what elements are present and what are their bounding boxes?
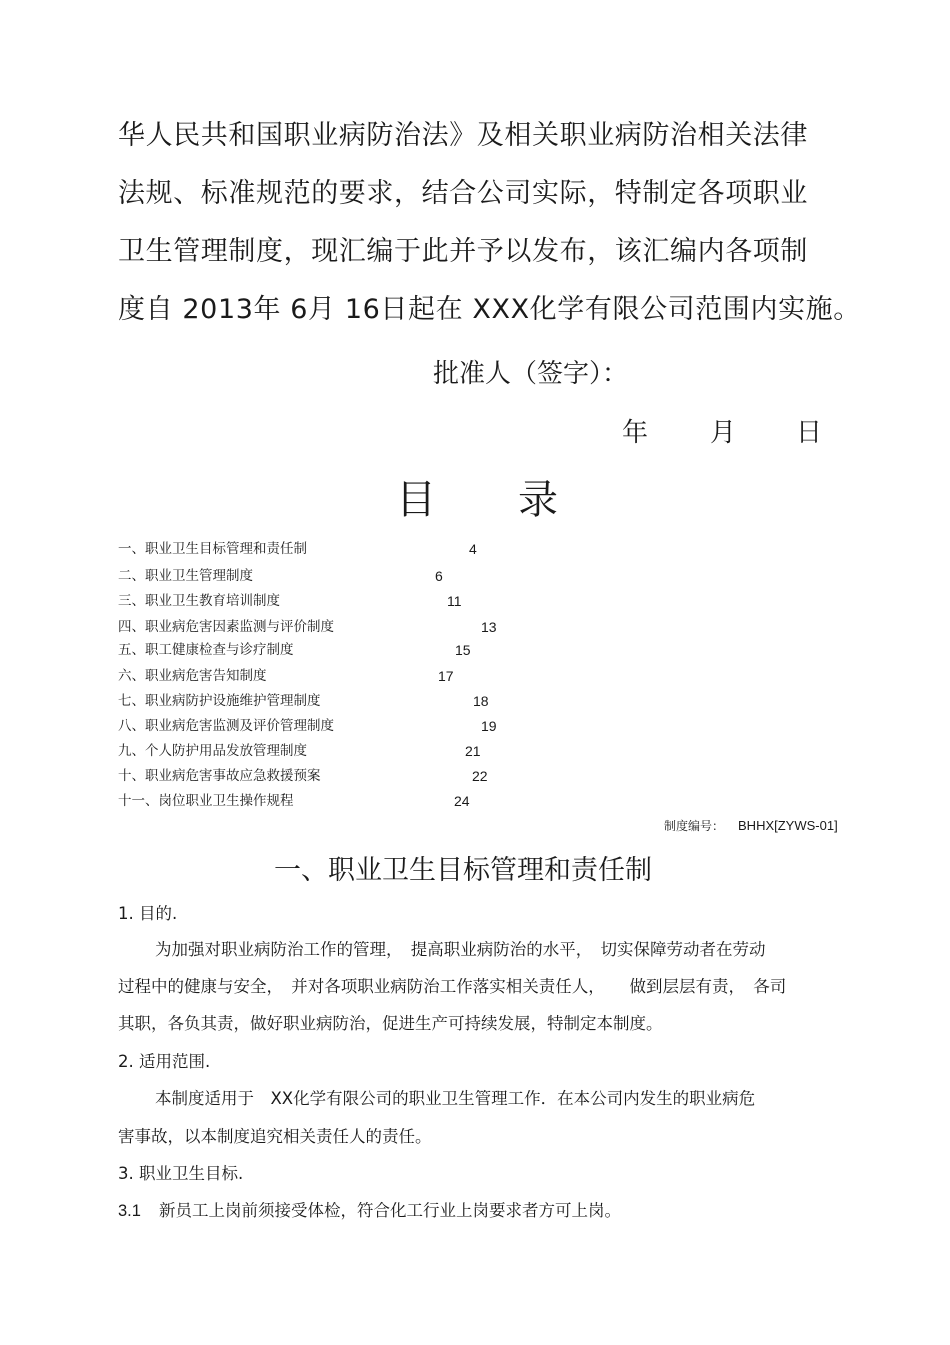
toc-item-label: 二、职业卫生管理制度 — [118, 568, 253, 584]
toc-item[interactable] — [118, 640, 538, 660]
scope-line-1: 本制度适用于 XX化学有限公司的职业卫生管理工作．在本公司内发生的职业病危 — [155, 1089, 756, 1108]
intro-line-1: 华人民共和国职业病防治法》及相关职业病防治相关法律 — [118, 120, 808, 151]
approver-signature-label: 批准人（签字）： — [433, 359, 629, 389]
toc-item-page: 11 — [447, 593, 462, 609]
toc-item-label: 七、职业病防护设施维护管理制度 — [118, 693, 321, 709]
toc-item[interactable] — [118, 566, 538, 586]
date-day: 日 — [796, 418, 823, 448]
toc-item-page: 15 — [455, 642, 471, 658]
heading-scope: 2. 适用范围. — [118, 1052, 211, 1071]
goal-item-3-1 — [118, 1197, 621, 1221]
toc-item-page: 13 — [481, 619, 497, 635]
toc-item[interactable] — [118, 741, 538, 761]
toc-item[interactable] — [118, 591, 538, 611]
toc-title-char-2: 录 — [518, 477, 558, 523]
toc-item-label: 十、职业病危害事故应急救援预案 — [118, 768, 321, 784]
toc-title-char-1: 目 — [396, 477, 436, 523]
toc-item[interactable] — [118, 539, 538, 559]
toc-item-label: 四、职业病危害因素监测与评价制度 — [118, 619, 334, 635]
toc-item[interactable] — [118, 666, 538, 686]
toc-item-page: 17 — [438, 668, 454, 684]
toc-item[interactable] — [118, 766, 538, 786]
toc-item[interactable] — [118, 691, 538, 711]
goal-item-number: 3.1 — [118, 1202, 141, 1220]
toc-item-label: 八、职业病危害监测及评价管理制度 — [118, 718, 334, 734]
intro-line-2: 法规、标准规范的要求，结合公司实际，特制定各项职业 — [118, 178, 808, 209]
doc-number-value: BHHX[ZYWS-01] — [738, 818, 838, 833]
scope-line-2: 害事故，以本制度追究相关责任人的责任。 — [118, 1127, 432, 1146]
date-month: 月 — [710, 418, 737, 448]
toc-item-page: 18 — [473, 693, 489, 709]
toc-item-page: 19 — [481, 718, 497, 734]
toc-item[interactable] — [118, 617, 538, 637]
purpose-line-1: 为加强对职业病防治工作的管理， 提高职业病防治的水平， 切实保障劳动者在劳动 — [155, 940, 766, 959]
toc-item-page: 4 — [469, 541, 477, 557]
doc-number-label: 制度编号： — [664, 819, 725, 833]
toc-item-page: 24 — [454, 793, 470, 809]
toc-item-label: 三、职业卫生教育培训制度 — [118, 593, 280, 609]
doc-number — [664, 817, 838, 834]
goal-item-text: 新员工上岗前须接受体检，符合化工行业上岗要求者方可上岗。 — [158, 1201, 621, 1220]
toc-item-page: 21 — [465, 743, 481, 759]
heading-purpose: 1. 目的. — [118, 904, 178, 923]
heading-goals: 3. 职业卫生目标. — [118, 1164, 244, 1183]
purpose-line-2: 过程中的健康与安全， 并对各项职业病防治工作落实相关责任人， 做到层层有责， 各司 — [118, 977, 787, 996]
toc-item-label: 六、职业病危害告知制度 — [118, 668, 267, 684]
toc-item[interactable] — [118, 791, 538, 811]
date-year: 年 — [622, 418, 649, 448]
toc-item-label: 九、个人防护用品发放管理制度 — [118, 743, 307, 759]
section-title: 一、职业卫生目标管理和责任制 — [274, 855, 652, 886]
toc-item[interactable] — [118, 716, 538, 736]
toc-item-page: 6 — [435, 568, 443, 584]
intro-line-3: 卫生管理制度，现汇编于此并予以发布，该汇编内各项制 — [118, 236, 808, 267]
toc-item-label: 一、职业卫生目标管理和责任制 — [118, 541, 307, 557]
purpose-line-3: 其职，各负其责，做好职业病防治，促进生产可持续发展，特制定本制度。 — [118, 1014, 663, 1033]
toc-item-label: 五、职工健康检查与诊疗制度 — [118, 642, 294, 658]
toc-item-page: 22 — [472, 768, 488, 784]
intro-line-4: 度自 2013年 6月 16日起在 XXX化学有限公司范围内实施。 — [118, 294, 861, 325]
toc-item-label: 十一、岗位职业卫生操作规程 — [118, 793, 294, 809]
